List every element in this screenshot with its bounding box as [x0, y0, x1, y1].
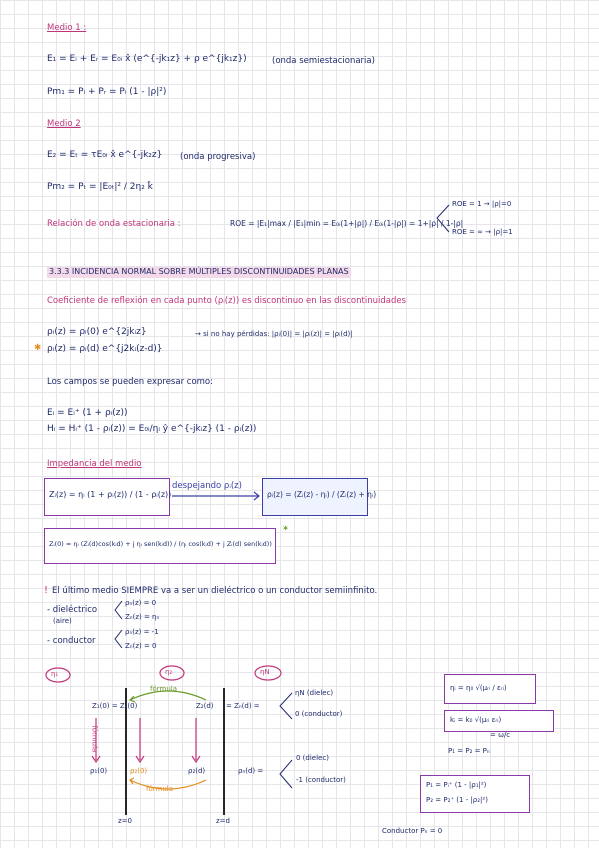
- medio1-eq1: E₁ = Eᵢ + Eᵣ = E₀ᵢ x̂ (e^{-jk₁z} + ρ e^{jk₁z}): [47, 54, 247, 64]
- diagram-nN: ηN: [260, 668, 270, 676]
- p2: ρ₂(0): [130, 767, 148, 775]
- fields-eq1: Eᵢ = Eᵢ⁺ (1 + ρᵢ(z)): [47, 408, 128, 418]
- p1-formula: P₁ = Pᵢ⁺ (1 - |ρ₁|²): [426, 781, 487, 789]
- section-title: 3.3.3 INCIDENCIA NORMAL SOBRE MÚLTIPLES DISCONTINUIDADES PLANAS: [49, 267, 349, 276]
- k-note: = ω/c: [490, 731, 511, 739]
- medio1-eq2: Pm₁ = Pᵢ + Pᵣ = Pᵢ (1 - |ρ|²): [47, 87, 167, 97]
- dielectric-case1: ρₙ(z) = 0: [125, 599, 157, 607]
- impedance-eq1: Zᵢ(z) = ηᵢ (1 + ρᵢ(z)) / (1 - ρᵢ(z)): [49, 490, 172, 499]
- formula-top: fórmula: [150, 685, 177, 693]
- zn: = Zₙ(d) =: [226, 702, 260, 710]
- section-eq2: ρᵢ(z) = ρᵢ(d) e^{j2kᵢ(z-d)}: [47, 344, 163, 354]
- p-eq: P₁ = P₂ = Pₙ: [448, 747, 490, 755]
- power-box: [420, 775, 530, 813]
- eta-formula: ηᵢ = η₀ √(μᵣᵢ / εᵣᵢ): [450, 684, 507, 692]
- zd-label: z=d: [216, 817, 230, 825]
- conductor-note: Conductor Pₙ = 0: [382, 827, 443, 835]
- medio2-eq1-note: (onda progresiva): [180, 152, 256, 162]
- section-subtitle: Coeficiente de reflexión en cada punto (ρᵢ(z)) es discontinuo en las discontinuidades: [47, 296, 407, 306]
- p2d: ρ₂(d): [188, 767, 206, 775]
- k-box: [444, 710, 554, 732]
- impedance-eq3: Zᵢ(0) = ηᵢ (Zᵢ(d)cos(kᵢd) + j ηᵢ sen(kᵢd)) / (ηᵢ cos(kᵢd) + j Zᵢ(d) sen(kᵢd)): [49, 540, 272, 548]
- impedance-arrow-label: despejando ρᵢ(z): [172, 481, 242, 491]
- section-eq1: ρᵢ(z) = ρᵢ(0) e^{2jkᵢz}: [47, 327, 147, 337]
- exclamation-icon: !: [44, 585, 49, 596]
- z2d: Z₂(d): [196, 702, 214, 710]
- roe-case2: ROE = ∞ → |ρ|=1: [452, 228, 513, 236]
- k-formula: kᵢ = k₀ √(μᵣᵢ εᵣᵢ): [450, 716, 502, 724]
- zn-bot: 0 (conductor): [295, 710, 343, 718]
- roe-case1: ROE = 1 → |ρ|=0: [452, 200, 512, 208]
- pn: ρₙ(d) =: [238, 767, 264, 775]
- sparkle-icon: ✶: [282, 524, 290, 534]
- roe-eq: ROE = |E₁|max / |E₁|min = E₀ᵢ(1+|ρ|) / E₀ᵢ(1-|ρ|) = 1+|ρ| / 1-|ρ|: [230, 219, 464, 228]
- last-medium-note: El último medio SIEMPRE va a ser un dieléctrico o un conductor semiinfinito.: [52, 586, 378, 596]
- dielectric-sub: (aire): [53, 617, 72, 625]
- formula-bottom: fórmula: [146, 785, 173, 793]
- medio1-eq1-note: (onda semiestacionaria): [272, 56, 375, 66]
- diagram-n2: η₂: [165, 668, 173, 676]
- dielectric-case2: Zₙ(z) = ηₙ: [125, 613, 160, 621]
- star-icon: ✱: [34, 343, 42, 353]
- fields-label: Los campos se pueden expresar como:: [47, 377, 213, 387]
- zn-top: ηN (dielec): [295, 689, 334, 697]
- diagram-n1: η₁: [51, 670, 59, 678]
- medio2-title: Medio 2: [47, 119, 81, 129]
- section-eq1-note: → si no hay pérdidas: |ρᵢ(0)| = |ρᵢ(z)| = |ρᵢ(d)|: [195, 330, 353, 338]
- z0-label: z=0: [118, 817, 132, 825]
- impedance-eq2: ρᵢ(z) = (Zᵢ(z) - ηᵢ) / (Zᵢ(z) + ηᵢ): [267, 490, 377, 499]
- roe-label: Relación de onda estacionaria :: [47, 219, 181, 229]
- conductor-case2: Zₙ(z) = 0: [125, 642, 157, 650]
- p1: ρ₁(0): [90, 767, 108, 775]
- fields-eq2: Hᵢ = Hᵢ⁺ (1 - ρᵢ(z)) = E₀ᵢ/ηᵢ ŷ e^{-jkᵢz} (1 - ρᵢ(z)): [47, 424, 257, 434]
- conductor-case1: ρₙ(z) = -1: [125, 628, 159, 636]
- medio2-eq1: E₂ = Eₜ = τE₀ᵢ x̂ e^{-jk₂z}: [47, 150, 163, 160]
- pn-top: 0 (dielec): [296, 754, 329, 762]
- formula-side: fórmula: [90, 725, 99, 753]
- pn-bot: -1 (conductor): [296, 776, 346, 784]
- eta-box: [444, 674, 536, 704]
- z1-eq: Z₁(0) = Z₂(0): [92, 702, 138, 710]
- medio1-title: Medio 1 :: [47, 23, 87, 33]
- dielectric-label: - dieléctrico: [47, 605, 98, 615]
- impedance-title: Impedancia del medio: [47, 459, 142, 469]
- p2-formula: P₂ = P₂⁺ (1 - |ρ₂|²): [426, 796, 488, 804]
- medio2-eq2: Pm₂ = Pₜ = |E₀ₜ|² / 2η₂ k̂: [47, 182, 153, 192]
- conductor-label: - conductor: [47, 636, 96, 646]
